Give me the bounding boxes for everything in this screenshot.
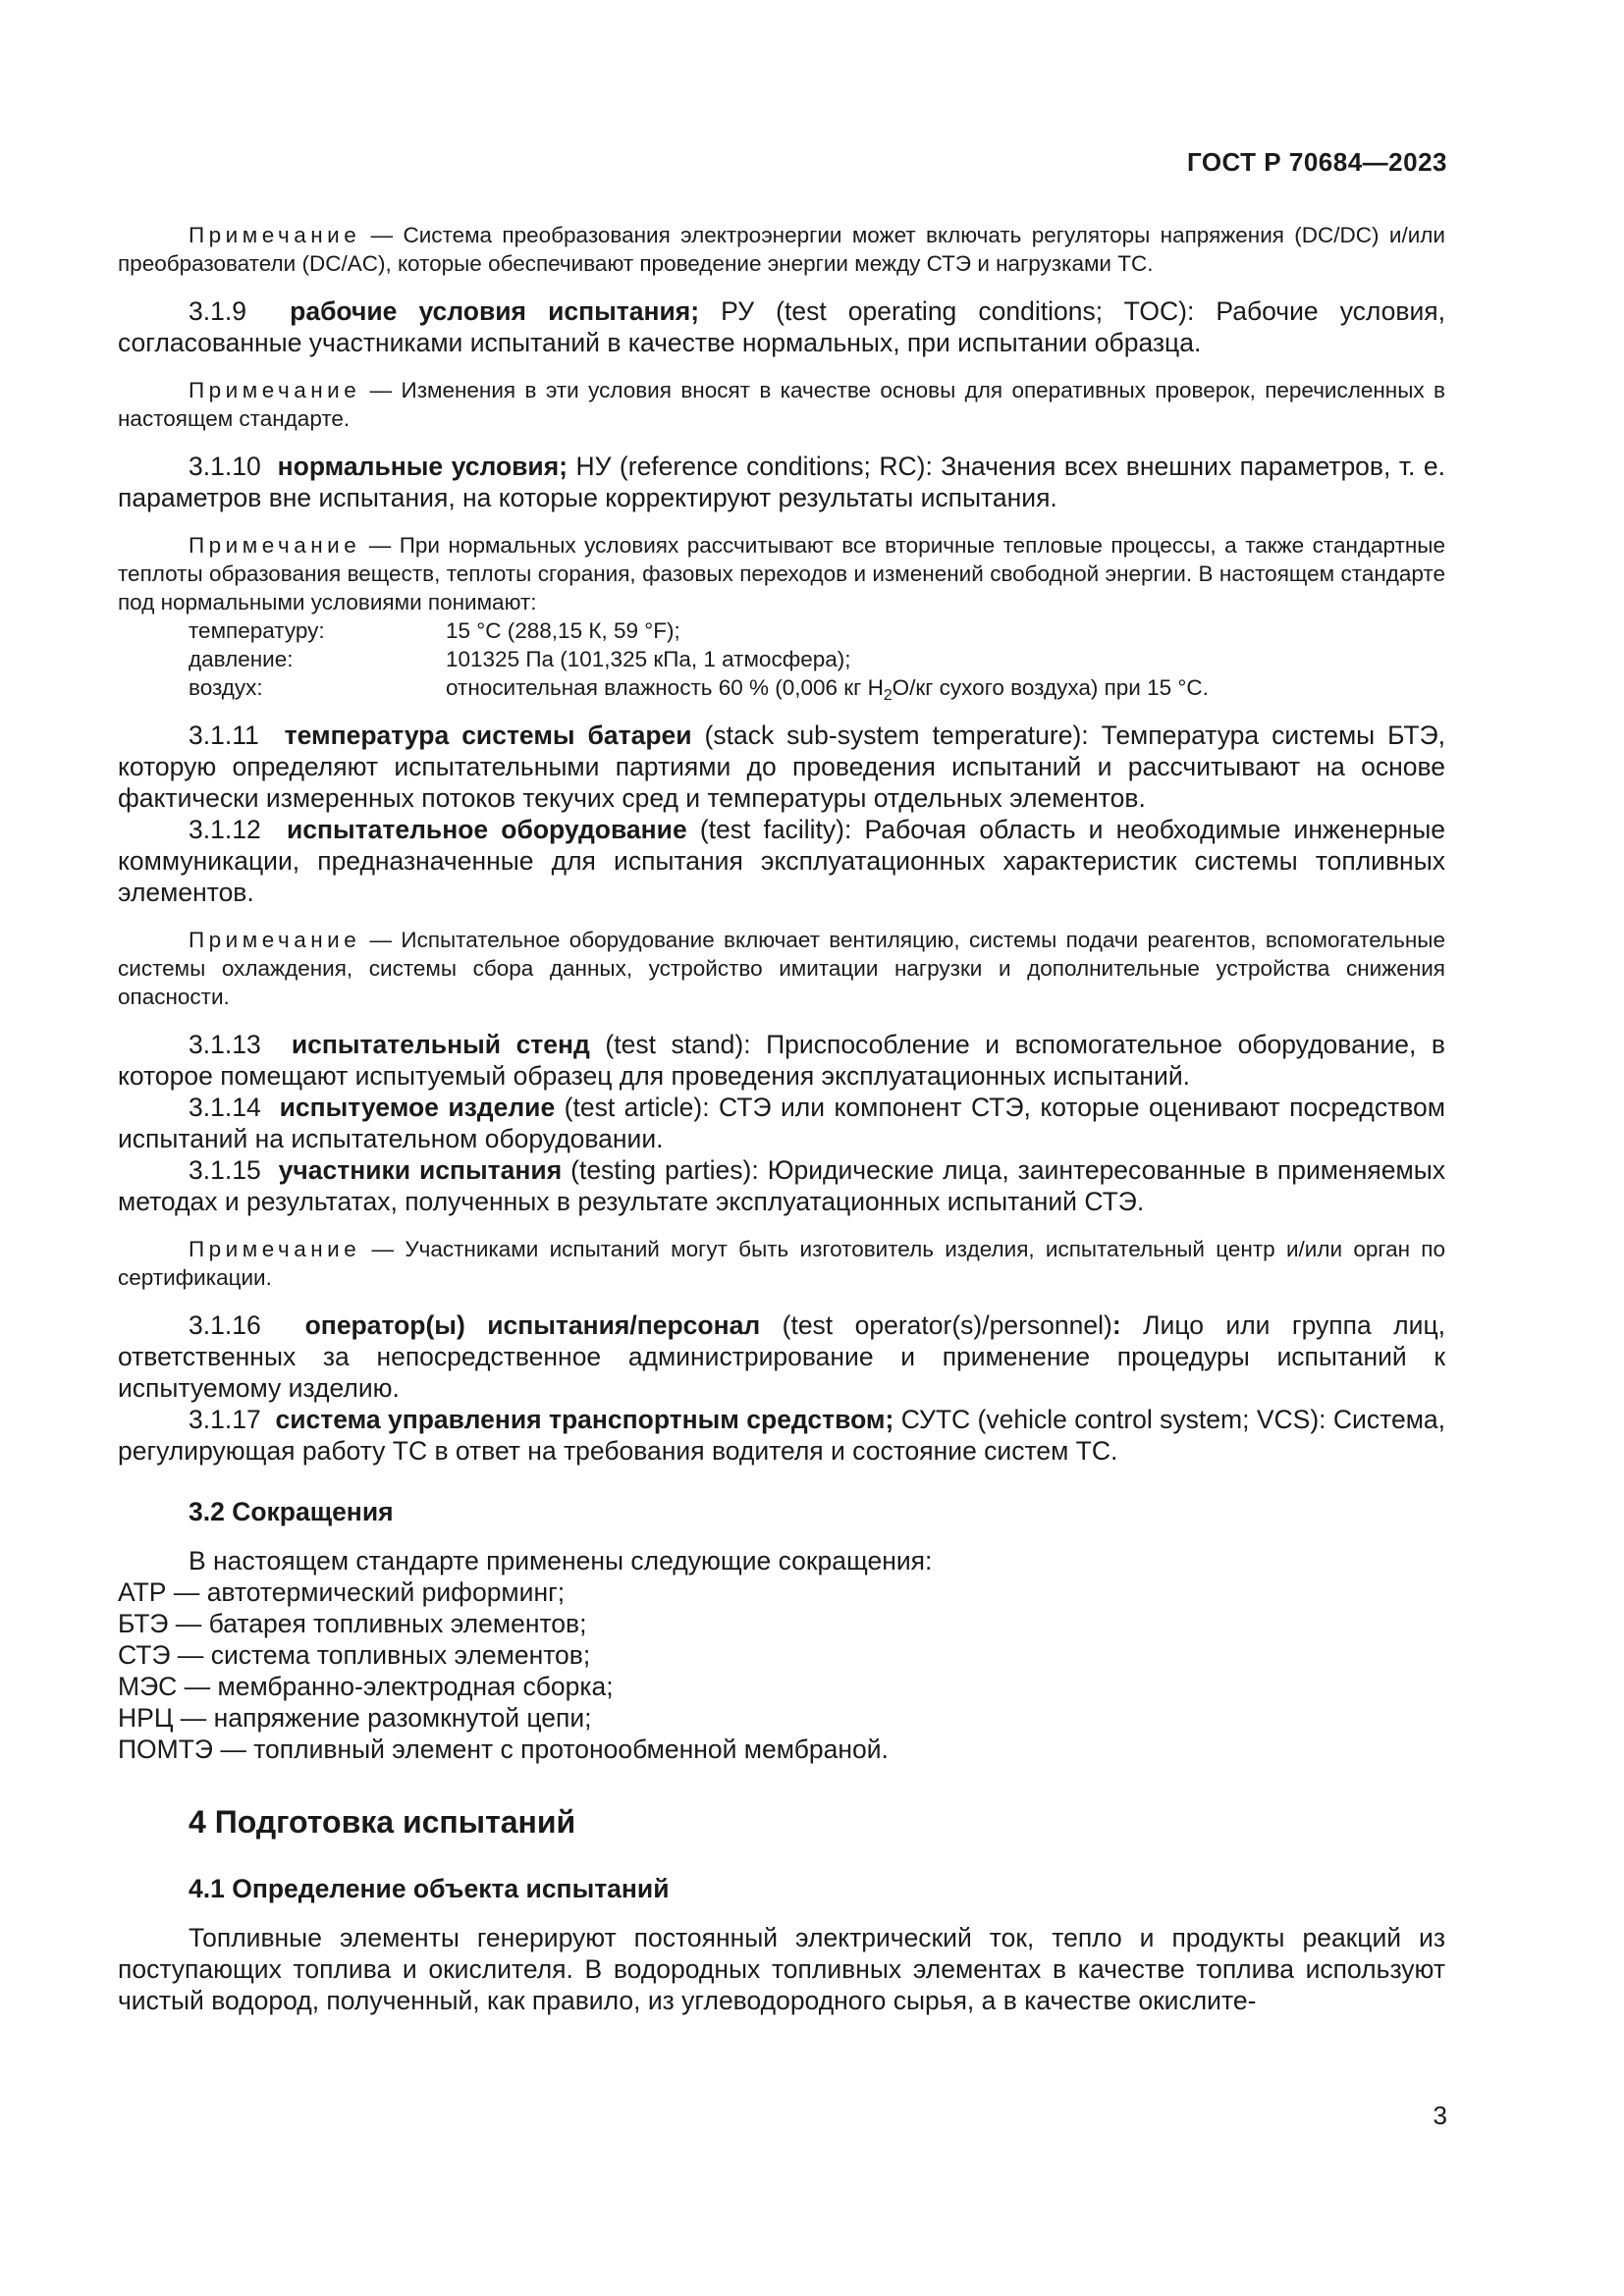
definition-3-1-10: 3.1.10 нормальные условия; НУ (reference conditions; RC): Значения всех внешних параметров, т. е. параметров вне испытания, на которые корректируют результаты испытания. [118, 452, 1445, 512]
definition-3-1-12: 3.1.12 испытательное оборудование (test facility): Рабочая область и необходимые инженерные коммуникации, предназначенные для испытания эксплуатационных характеристик системы топливных элементов. [118, 815, 1445, 907]
page-number: 3 [1433, 2101, 1447, 2130]
definition-3-1-14: 3.1.14 испытуемое изделие (test article): СТЭ или компонент СТЭ, которые оценивают посредством испытаний на испытательном оборудовании. [118, 1093, 1445, 1153]
note-label: Примечание [189, 1237, 361, 1261]
term: участники испытания [278, 1155, 563, 1185]
note-label: Примечание [189, 223, 361, 247]
term: система управления транспортным средством; [275, 1405, 894, 1434]
term: испытательный стенд [291, 1030, 590, 1059]
definition-3-1-17: 3.1.17 система управления транспортным средством; СУТС (vehicle control system; VCS): Система, регулирующая работу ТС в ответ на требования водителя и состояние систем ТС. [118, 1405, 1446, 1466]
section-4-1-title: 4.1 Определение объекта испытаний [189, 1874, 670, 1903]
section-4-1-text: Топливные элементы генерируют постоянный электрический ток, тепло и продукты реакций из поступающих топлива и окислителя. В водородных топливных элементах в качестве топлива используют чистый водород, полученный, как правило, из углеводородного сырья, а в качестве окислите- [118, 1923, 1445, 2015]
reference-conditions-list [118, 616, 1445, 702]
list-item: НРЦ — напряжение разомкнутой цепи; [118, 1703, 592, 1733]
list-item: МЭС — мембранно-электродная сборка; [118, 1672, 614, 1701]
note-label: Примечание [189, 378, 361, 402]
page-content [118, 221, 1445, 2016]
abbreviations-intro: В настоящем стандарте применены следующие сокращения: [189, 1546, 933, 1575]
term: нормальные условия; [277, 452, 568, 481]
definition-3-1-16: 3.1.16 оператор(ы) испытания/персонал (test operator(s)/personnel): Лицо или группа лиц, ответственных за непосредственное администрирование и применение процедуры испытаний к испытуемому изделию. [118, 1310, 1445, 1403]
note-2: Примечание — Изменения в эти условия вносят в качестве основы для оперативных проверок, перечисленных в настоящем стандарте. [118, 378, 1445, 431]
list-item: ПОМТЭ — топливный элемент с протонообменной мембраной. [118, 1735, 889, 1764]
note-label: Примечание [189, 928, 361, 952]
definition-3-1-15: 3.1.15 участники испытания (testing parties): Юридические лица, заинтересованные в применяемых методах и результатах, полученных в результате эксплуатационных испытаний СТЭ. [118, 1155, 1445, 1216]
term: испытуемое изделие [279, 1093, 556, 1122]
note-3: Примечание — При нормальных условиях рассчитывают все вторичные тепловые процессы, а также стандартные теплоты образования веществ, теплоты сгорания, фазовых переходов и изменений свободной энергии. В настоящем стандарте под нормальными условиями понимают: [118, 533, 1445, 614]
note-4: Примечание — Испытательное оборудование включает вентиляцию, системы подачи реагентов, вспомогательные системы охлаждения, системы сбора данных, устройство имитации нагрузки и дополнительные устройства снижения опасности. [118, 928, 1445, 1009]
section-3-2-title: 3.2 Сокращения [189, 1497, 394, 1526]
condition-air: воздух: относительная влажность 60 % (0,006 кг $H_2O/кг$ сухого воздуха) при 15 °C. [189, 675, 1209, 704]
term: температура системы батареи [284, 721, 692, 750]
condition-temperature: температуру: 15 °C (288,15 К, 59 °F); [189, 618, 680, 643]
note-5: Примечание — Участниками испытаний могут быть изготовитель изделия, испытательный центр и/или орган по сертификации. [118, 1237, 1445, 1290]
list-item: БТЭ — батарея топливных элементов; [118, 1609, 587, 1638]
note-label: Примечание [189, 533, 361, 558]
term: испытательное оборудование [287, 815, 687, 844]
note-1: Примечание — Система преобразования электроэнергии может включать регуляторы напряжения (DC/DC) и/или преобразователи (DC/AC), которые обеспечивают проведение энергии между СТЭ и нагрузками ТС. [118, 223, 1445, 276]
abbreviations-list [118, 1545, 1445, 1765]
definition-3-1-9: 3.1.9 рабочие условия испытания; РУ (test operating conditions; TOC): Рабочие условия, согласованные участниками испытаний в качестве нормальных, при испытании образца. [118, 296, 1446, 357]
definition-3-1-13: 3.1.13 испытательный стенд (test stand): Приспособление и вспомогательное оборудование, в которое помещают испытуемый образец для проведения эксплуатационных испытаний. [118, 1030, 1445, 1091]
list-item: СТЭ — система топливных элементов; [118, 1640, 591, 1670]
section-4-title: 4 Подготовка испытаний [189, 1804, 576, 1840]
condition-pressure: давление: 101325 Па (101,325 кПа, 1 атмосфера); [189, 647, 851, 671]
definition-3-1-11: 3.1.11 температура системы батареи (stack sub-system temperature): Температура системы БТЭ, которую определяют испытательными партиями до проведения испытаний и рассчитывают на основе фактически измеренных потоков текучих сред и температуры отдельных элементов. [118, 721, 1445, 813]
term: рабочие условия испытания; [290, 296, 700, 326]
list-item: АТР — автотермический риформинг; [118, 1577, 566, 1607]
term: оператор(ы) испытания/персонал [304, 1310, 761, 1340]
document-id: ГОСТ Р 70684—2023 [1186, 147, 1447, 177]
